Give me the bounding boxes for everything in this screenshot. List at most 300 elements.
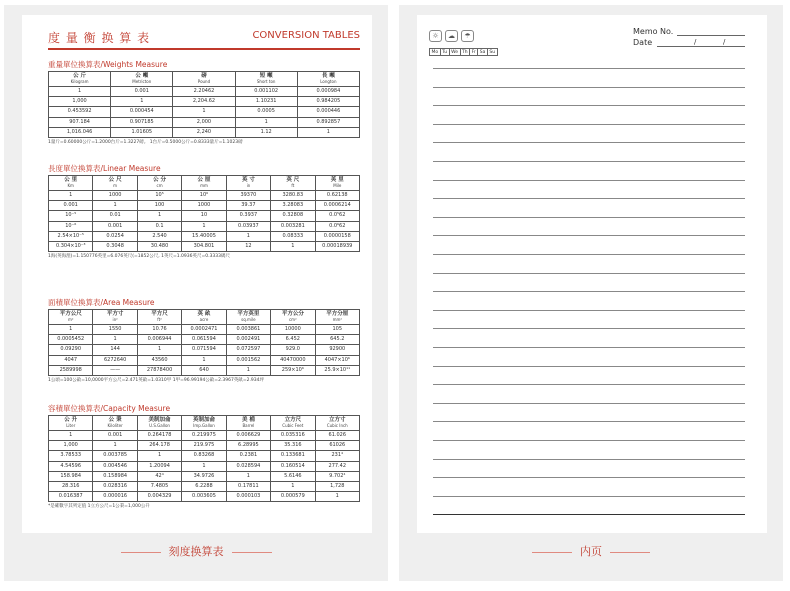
ruled-line <box>433 477 745 478</box>
table-cell: 0.004329 <box>137 492 181 502</box>
day-we: We <box>449 48 461 56</box>
ruled-line <box>433 347 745 348</box>
table-cell: 6272640 <box>93 355 137 365</box>
table-cell: 61.026 <box>315 431 359 441</box>
table-cell: 0.001 <box>111 87 173 97</box>
ruled-line <box>433 440 745 441</box>
day-tu: Tu <box>440 48 450 56</box>
table-cell: 5.6146 <box>271 471 315 481</box>
table-cell: 0.0000158 <box>315 231 359 241</box>
table-cell: 0.003785 <box>93 451 137 461</box>
column-header <box>226 416 270 431</box>
column-header-cn: 平方寸 <box>106 310 124 317</box>
table-cell: 2,000 <box>173 117 235 127</box>
table-note: 1量斤=0.60000公斤=1.2000台斤=1.3227磅。 1台斤=0.5000公斤=0.8333量斤=1.1023磅 <box>48 139 243 145</box>
table-cell: 0.158984 <box>93 471 137 481</box>
column-header <box>182 310 226 325</box>
column-header-cn: 平方尺 <box>151 310 168 317</box>
table-row <box>49 191 360 201</box>
column-header <box>49 176 93 191</box>
column-header <box>93 416 137 431</box>
table-row <box>49 127 360 137</box>
column-header-unit: mm² <box>332 317 342 323</box>
table-cell: 0.061594 <box>182 335 226 345</box>
column-header-cn: 美制加侖 <box>148 416 171 423</box>
column-header-cn: 英制加侖 <box>192 416 215 423</box>
conversion-table <box>48 71 360 138</box>
column-header-unit: Metricton <box>132 79 152 85</box>
table-note: 1公頃=100公畝=10,0000平方公尺=2.471英畝=1.0310甲 1甲=96.99194公畝=2.3967英畝=2.934坪 <box>48 377 264 383</box>
table-cell: 61026 <box>315 441 359 451</box>
column-header-cn: 短 噸 <box>259 72 273 79</box>
day-mo: Mo <box>429 48 441 56</box>
table-cell: 30.480 <box>137 241 181 251</box>
table-cell: 304.801 <box>182 241 226 251</box>
table-row <box>49 221 360 231</box>
table-cell: 10000 <box>271 325 315 335</box>
table-cell: 0.3937 <box>226 211 270 221</box>
table-cell: 219.975 <box>182 441 226 451</box>
table-cell: 12 <box>226 241 270 251</box>
table-cell: 92900 <box>315 345 359 355</box>
column-header-unit: acre <box>199 317 209 323</box>
column-header <box>271 310 315 325</box>
table-cell: 0.0006214 <box>315 201 359 211</box>
cloud-sun-icon: ☁ <box>445 30 458 42</box>
ruled-line <box>433 514 745 515</box>
day-sa: Sa <box>477 48 488 56</box>
column-header-cn: 平方英里 <box>237 310 260 317</box>
column-header-cn: 公 厘 <box>197 176 211 183</box>
column-header-unit: Imp.Gallon <box>193 423 215 429</box>
table-cell: 105 <box>315 325 359 335</box>
table-section <box>48 403 360 511</box>
column-header-unit: ft <box>291 183 295 189</box>
table-cell: 0.0005452 <box>49 335 93 345</box>
table-cell: 2589998 <box>49 365 93 375</box>
table-cell: 0.0005 <box>235 107 297 117</box>
table-cell: 0.000446 <box>297 107 359 117</box>
heading-en: CONVERSION TABLES <box>252 30 360 41</box>
table-cell: 1 <box>271 481 315 491</box>
table-cell: 0.028316 <box>93 481 137 491</box>
table-cell: 158.984 <box>49 471 93 481</box>
table-cell: —— <box>93 365 137 375</box>
column-header-cn: 公 里 <box>64 176 78 183</box>
column-header-unit: Kilogram <box>70 79 89 85</box>
ruled-line <box>433 198 745 199</box>
column-header <box>226 310 270 325</box>
day-su: Su <box>487 48 498 56</box>
table-cell: 4047 <box>49 355 93 365</box>
table-cell: 0.0002471 <box>182 325 226 335</box>
table-note: *是確數字其列定值 1立方公尺=1公秉=1,000公升 <box>48 504 150 510</box>
conversion-table-page <box>22 15 372 533</box>
table-row <box>49 87 360 97</box>
table-cell: 929.0 <box>271 345 315 355</box>
table-cell: 640 <box>182 365 226 375</box>
table-row <box>49 461 360 471</box>
conversion-table <box>48 309 360 376</box>
column-header <box>93 176 137 191</box>
table-cell: 0.1 <box>137 221 181 231</box>
column-header-unit: Liter <box>66 423 76 429</box>
table-cell: 0.0⁶62 <box>315 221 359 231</box>
table-cell: 0.001 <box>49 201 93 211</box>
table-cell: 3.78533 <box>49 451 93 461</box>
table-cell: 0.000984 <box>297 87 359 97</box>
table-cell: 1,000 <box>49 97 111 107</box>
table-cell: 0.016387 <box>49 492 93 502</box>
ruled-line <box>433 273 745 274</box>
column-header <box>271 176 315 191</box>
column-header-unit: in <box>246 183 251 189</box>
table-cell: 3.28083 <box>271 201 315 211</box>
sun-icon: ☼ <box>429 30 442 42</box>
ruled-line <box>433 421 745 422</box>
table-cell: 0.00018939 <box>315 241 359 251</box>
page-header <box>48 29 360 49</box>
table-cell: 0.984205 <box>297 97 359 107</box>
table-cell: 0.62138 <box>315 191 359 201</box>
table-cell: 1 <box>182 221 226 231</box>
table-cell: 1 <box>49 87 111 97</box>
table-cell: 40470000 <box>271 355 315 365</box>
column-header <box>111 72 173 87</box>
ruled-line <box>433 142 745 143</box>
column-header-cn: 平方分厘 <box>326 310 349 317</box>
table-cell: 1 <box>226 365 270 375</box>
table-cell: 144 <box>93 345 137 355</box>
ruled-line <box>433 87 745 88</box>
table-cell: 10⁻⁶ <box>49 221 93 231</box>
column-header-unit: Mile <box>333 183 342 189</box>
table-cell: 4.54596 <box>49 461 93 471</box>
column-header <box>315 310 359 325</box>
ruled-line <box>433 105 745 106</box>
ruled-line <box>433 254 745 255</box>
day-boxes <box>429 38 497 55</box>
ruled-line <box>433 310 745 311</box>
table-cell: 2.540 <box>137 231 181 241</box>
table-cell: 0.000454 <box>111 107 173 117</box>
ruled-line <box>433 403 745 404</box>
table-cell: 0.09290 <box>49 345 93 355</box>
table-cell: 0.304×10⁻³ <box>49 241 93 251</box>
date-line <box>657 46 745 47</box>
table-cell: 1.01605 <box>111 127 173 137</box>
conversion-table <box>48 175 360 252</box>
table-cell: 2.54×10⁻⁵ <box>49 231 93 241</box>
column-header-unit: m² <box>67 317 74 323</box>
column-header <box>93 310 137 325</box>
column-header-unit: Cubic Inch <box>326 423 348 429</box>
column-header-cn: 公 尺 <box>108 176 122 183</box>
table-cell: 35.316 <box>271 441 315 451</box>
table-cell: 1 <box>93 441 137 451</box>
table-cell: 1 <box>93 201 137 211</box>
column-header-cn: 平方公尺 <box>59 310 82 317</box>
column-header <box>297 72 359 87</box>
left-caption-text: 刻度换算表 <box>168 545 224 558</box>
table-cell: 1 <box>173 107 235 117</box>
table-cell: 39370 <box>226 191 270 201</box>
column-header-cn: 公 秉 <box>108 416 122 423</box>
column-header-unit: Km <box>67 183 74 189</box>
table-cell: 0.892857 <box>297 117 359 127</box>
table-cell: 1.10231 <box>235 97 297 107</box>
table-cell: 1,000 <box>49 441 93 451</box>
column-header-cn: 立方寸 <box>329 416 346 423</box>
table-cell: 0.006944 <box>137 335 181 345</box>
column-header <box>137 176 181 191</box>
table-cell: 39.37 <box>226 201 270 211</box>
day-fr: Fr <box>469 48 478 56</box>
ruled-line <box>433 291 745 292</box>
table-cell: 0.002491 <box>226 335 270 345</box>
table-row <box>49 241 360 251</box>
table-cell: 1 <box>93 335 137 345</box>
section-title: 容積單位換算表/Capacity Measure <box>48 404 171 413</box>
table-cell: 1 <box>137 345 181 355</box>
column-header-unit: ft² <box>157 317 162 323</box>
table-cell: 4047×10⁶ <box>315 355 359 365</box>
table-cell: 1000 <box>93 191 137 201</box>
table-cell: 0.000103 <box>226 492 270 502</box>
ruled-line <box>433 180 745 181</box>
section-title: 長度單位換算表/Linear Measure <box>48 164 161 173</box>
table-note: 1海(英海浬)=1.150776英里=6.076英尺(=1852公尺, 1英尺=1.0936英尺=0.3333碼尺 <box>48 254 231 260</box>
table-cell: 0.453592 <box>49 107 111 117</box>
column-header-unit: sq.mile <box>241 317 256 323</box>
table-cell: 645.2 <box>315 335 359 345</box>
column-header-unit: Pound <box>197 79 211 85</box>
table-cell: 0.160514 <box>271 461 315 471</box>
table-cell: 7.4805 <box>137 481 181 491</box>
table-cell: 27878400 <box>137 365 181 375</box>
column-header-unit: in² <box>112 317 118 323</box>
inner-page <box>417 15 767 533</box>
column-header <box>137 310 181 325</box>
table-cell: 0.32808 <box>271 211 315 221</box>
table-cell: 0.001562 <box>226 355 270 365</box>
right-caption <box>399 543 783 559</box>
column-header-cn: 立方尺 <box>284 416 302 423</box>
table-cell: 1 <box>315 492 359 502</box>
table-cell: 0.03937 <box>226 221 270 231</box>
column-header-cn: 英 里 <box>330 176 344 183</box>
table-cell: 0.219975 <box>182 431 226 441</box>
column-header-unit: m <box>113 183 118 189</box>
table-section <box>48 163 360 261</box>
table-row <box>49 345 360 355</box>
memo-line <box>677 35 745 36</box>
table-cell: 1,728 <box>315 481 359 491</box>
table-row <box>49 451 360 461</box>
table-row <box>49 107 360 117</box>
table-header-row <box>49 72 360 87</box>
ruled-line <box>433 217 745 218</box>
column-header <box>271 416 315 431</box>
column-header-cn: 公 升 <box>64 416 78 423</box>
table-cell: 0.001 <box>93 221 137 231</box>
table-cell: 0.006629 <box>226 431 270 441</box>
conversion-table-panel <box>4 5 388 581</box>
table-cell: 0.001 <box>93 431 137 441</box>
table-cell: 2,204.62 <box>173 97 235 107</box>
ruled-line <box>433 496 745 497</box>
ruled-line <box>433 124 745 125</box>
table-cell: 2,240 <box>173 127 235 137</box>
table-header-row <box>49 416 360 431</box>
inner-page-panel <box>399 5 783 581</box>
ruled-line <box>433 161 745 162</box>
column-header-cn: 英 寸 <box>241 176 255 183</box>
table-cell: 2.20462 <box>173 87 235 97</box>
table-cell: 0.264178 <box>137 431 181 441</box>
table-cell: 15.40005 <box>182 231 226 241</box>
table-cell: 10.76 <box>137 325 181 335</box>
caption-line-left <box>532 552 572 553</box>
table-cell: 1 <box>271 241 315 251</box>
table-cell: 0.2381 <box>226 451 270 461</box>
column-header-unit: Barrel <box>242 423 255 429</box>
column-header-cn: 公 噸 <box>135 72 149 79</box>
section-title: 重量單位換算表/Weights Measure <box>48 60 168 69</box>
column-header <box>137 416 181 431</box>
date-slash-1: / <box>694 38 697 46</box>
table-row <box>49 231 360 241</box>
column-header-cn: 磅 <box>201 72 207 79</box>
table-row <box>49 335 360 345</box>
table-cell: 42⁴ <box>137 471 181 481</box>
table-cell: 1 <box>49 325 93 335</box>
table-cell: 1 <box>111 97 173 107</box>
table-row <box>49 97 360 107</box>
header-rule <box>48 48 360 50</box>
column-header <box>315 176 359 191</box>
column-header-cn: 英 尺 <box>286 176 300 183</box>
caption-line-right <box>610 552 650 553</box>
table-cell: 10⁻⁵ <box>49 211 93 221</box>
column-header-unit: Longton <box>320 79 337 85</box>
table-section <box>48 297 360 385</box>
table-cell: 231⁴ <box>315 451 359 461</box>
table-cell: 6.2288 <box>182 481 226 491</box>
table-cell: 43560 <box>137 355 181 365</box>
table-cell: 9.702⁴ <box>315 471 359 481</box>
right-caption-text: 内页 <box>580 545 602 558</box>
ruled-line <box>433 68 745 69</box>
ruled-line <box>433 235 745 236</box>
table-header-row <box>49 176 360 191</box>
table-cell: 0.3048 <box>93 241 137 251</box>
column-header-unit: Cubic Feet <box>282 423 304 429</box>
column-header-unit: Kiloliter <box>107 423 123 429</box>
column-header <box>49 72 111 87</box>
column-header <box>182 416 226 431</box>
column-header-unit: cm <box>156 183 163 189</box>
table-cell: 25.9×10¹¹ <box>315 365 359 375</box>
column-header-cn: 英 畝 <box>197 310 211 317</box>
table-cell: 6.452 <box>271 335 315 345</box>
table-cell: 10⁵ <box>137 191 181 201</box>
table-cell: 1 <box>235 117 297 127</box>
date-label: Date <box>633 38 653 47</box>
table-cell: 1.12 <box>235 127 297 137</box>
column-header-unit: cm² <box>288 317 297 323</box>
left-caption <box>4 543 388 559</box>
table-cell: 264.178 <box>137 441 181 451</box>
table-cell: 10 <box>182 211 226 221</box>
table-cell: 1 <box>137 451 181 461</box>
table-cell: 0.83268 <box>182 451 226 461</box>
table-cell: 0.028594 <box>226 461 270 471</box>
conversion-table <box>48 415 360 502</box>
date-slash-2: / <box>723 38 726 46</box>
table-cell: 0.133681 <box>271 451 315 461</box>
rain-icon: ☂ <box>461 30 474 42</box>
heading-cn: 度 量 衡 换 算 表 <box>48 31 151 45</box>
column-header <box>226 176 270 191</box>
table-row <box>49 211 360 221</box>
column-header <box>49 310 93 325</box>
memo-label: Memo No. <box>633 27 674 36</box>
table-cell: 1 <box>226 231 270 241</box>
caption-line-right <box>232 552 272 553</box>
table-cell: 1 <box>49 431 93 441</box>
table-cell: 0.003605 <box>182 492 226 502</box>
column-header <box>315 416 359 431</box>
table-row <box>49 431 360 441</box>
table-cell: 259×10⁶ <box>271 365 315 375</box>
table-cell: 0.035316 <box>271 431 315 441</box>
table-cell: 10⁶ <box>182 191 226 201</box>
table-cell: 0.003861 <box>226 325 270 335</box>
table-cell: 0.907185 <box>111 117 173 127</box>
table-cell: 100 <box>137 201 181 211</box>
table-row <box>49 325 360 335</box>
column-header-cn: 長 噸 <box>321 72 335 79</box>
table-cell: 34.9726 <box>182 471 226 481</box>
column-header <box>182 176 226 191</box>
weather-icons <box>429 23 483 40</box>
table-row <box>49 481 360 491</box>
table-cell: 0.003281 <box>271 221 315 231</box>
table-cell: 1550 <box>93 325 137 335</box>
column-header <box>235 72 297 87</box>
table-cell: 1 <box>182 461 226 471</box>
table-header-row <box>49 310 360 325</box>
table-row <box>49 492 360 502</box>
table-row <box>49 355 360 365</box>
table-row <box>49 201 360 211</box>
table-row <box>49 441 360 451</box>
table-row <box>49 365 360 375</box>
table-cell: 0.08333 <box>271 231 315 241</box>
section-title: 面積單位換算表/Area Measure <box>48 298 155 307</box>
ruled-line <box>433 328 745 329</box>
table-cell: 3280.83 <box>271 191 315 201</box>
table-cell: 277.42 <box>315 461 359 471</box>
table-cell: 1000 <box>182 201 226 211</box>
table-cell: 1 <box>297 127 359 137</box>
table-cell: 0.17811 <box>226 481 270 491</box>
table-cell: 0.001102 <box>235 87 297 97</box>
table-cell: 1 <box>182 355 226 365</box>
table-cell: 1.20094 <box>137 461 181 471</box>
table-section <box>48 59 360 147</box>
